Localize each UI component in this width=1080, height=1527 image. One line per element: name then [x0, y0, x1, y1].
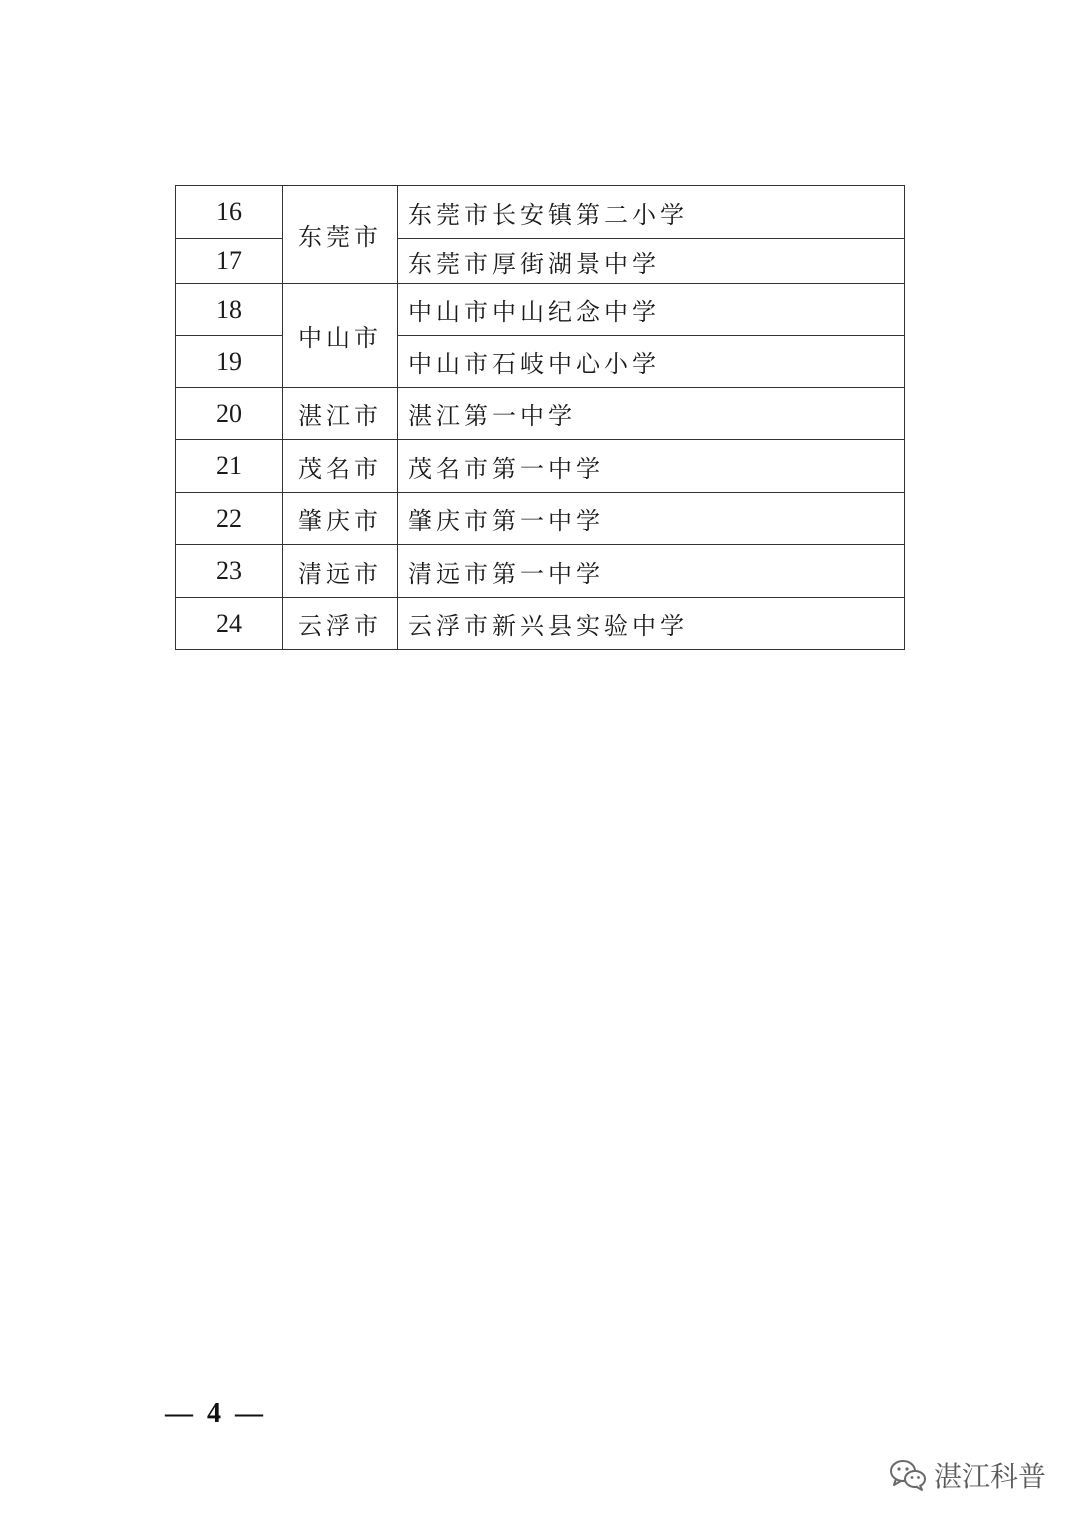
table-row	[176, 388, 905, 440]
school-name: 东莞市厚街湖景中学	[398, 239, 905, 284]
city-cell: 云浮市	[283, 598, 398, 650]
watermark-text: 湛江科普	[933, 1460, 1046, 1493]
school-name: 中山市中山纪念中学	[398, 284, 905, 336]
school-name: 清远市第一中学	[398, 545, 905, 598]
school-name: 肇庆市第一中学	[398, 493, 905, 545]
watermark	[888, 1455, 1046, 1495]
row-number: 24	[176, 598, 283, 650]
row-number: 22	[176, 493, 283, 545]
row-number: 21	[176, 440, 283, 493]
city-cell: 东莞市	[283, 186, 398, 284]
table-row	[176, 186, 905, 239]
table-row	[176, 284, 905, 336]
city-cell: 湛江市	[283, 388, 398, 440]
school-name: 东莞市长安镇第二小学	[398, 186, 905, 239]
table-row	[176, 440, 905, 493]
row-number: 23	[176, 545, 283, 598]
row-number: 19	[176, 336, 283, 388]
city-cell: 肇庆市	[283, 493, 398, 545]
wechat-icon	[888, 1458, 928, 1492]
school-list-table	[175, 185, 905, 650]
city-cell: 清远市	[283, 545, 398, 598]
school-name: 云浮市新兴县实验中学	[398, 598, 905, 650]
table-row	[176, 493, 905, 545]
city-cell: 中山市	[283, 284, 398, 388]
row-number: 17	[176, 239, 283, 284]
row-number: 18	[176, 284, 283, 336]
school-name: 中山市石岐中心小学	[398, 336, 905, 388]
page-number: — 4 —	[165, 1398, 263, 1429]
row-number: 16	[176, 186, 283, 239]
table-row	[176, 545, 905, 598]
school-name: 茂名市第一中学	[398, 440, 905, 493]
city-cell: 茂名市	[283, 440, 398, 493]
table-row	[176, 598, 905, 650]
school-name: 湛江第一中学	[398, 388, 905, 440]
row-number: 20	[176, 388, 283, 440]
